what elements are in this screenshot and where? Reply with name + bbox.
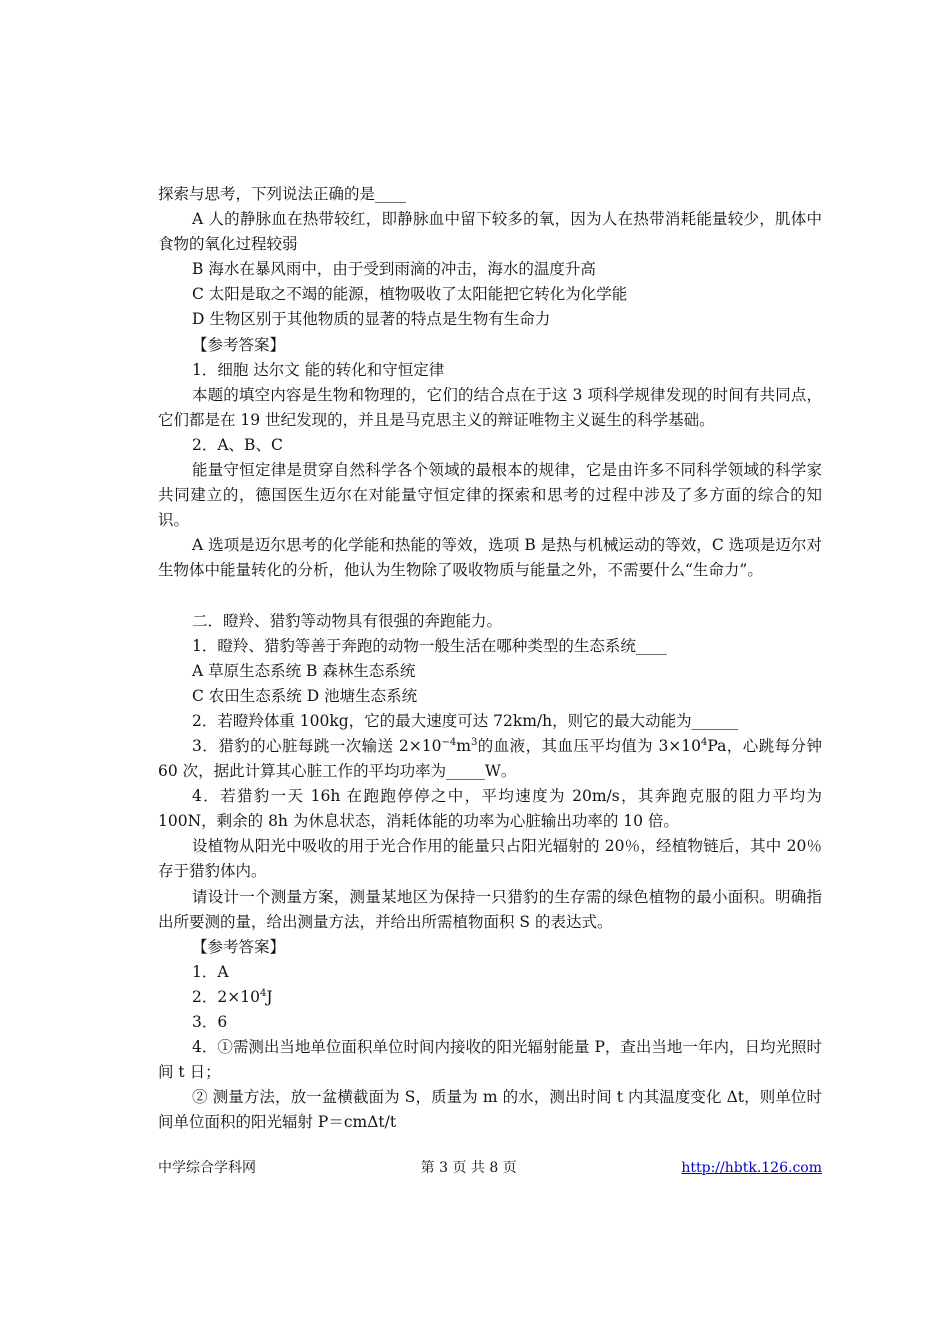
option-b: B 海水在暴风雨中，由于受到雨滴的冲击，海水的温度升高: [192, 260, 596, 279]
answer-heading-2: 【参考答案】: [192, 937, 286, 956]
question-1-options-cd: C 农田生态系统 D 池塘生态系统: [192, 686, 418, 705]
footer-page-number: 第 3 页 共 8 页: [420, 1160, 517, 1176]
answer-heading: 【参考答案】: [192, 335, 286, 354]
answer-q4-part2: ② 测量方法，放一盆横截面为 S，质量为 m 的水，测出时间 t 内其温度变化 Δt，则单位时间单位面积的阳光辐射 P＝cmΔt/t: [158, 1088, 822, 1132]
footer-site-name: 中学综合学科网: [158, 1160, 256, 1176]
question-2: 2．若瞪羚体重 100kg，它的最大速度可达 72km/h，则它的最大动能为______: [192, 711, 739, 730]
footer-link[interactable]: http://hbtk.126.com: [681, 1160, 822, 1176]
question-4: 4．若猎豹一天 16h 在跑跑停停之中，平均速度为 20m/s，其奔跑克服的阻力平均为 100N，剩余的 8h 为休息状态，消耗体能的功率为心脏输出功率的 10 倍。: [158, 787, 822, 831]
question-4-assumption: 设植物从阳光中吸收的用于光合作用的能量只占阳光辐射的 20％，经植物链后，其中 20％存于猎豹体内。: [158, 837, 822, 881]
question-1: 1．瞪羚、猎豹等善于奔跑的动物一般生活在哪种类型的生态系统____: [192, 636, 667, 655]
answer-1-explanation: 本题的填空内容是生物和物理的，它们的结合点在于这 3 项科学规律发现的时间有共同点，它们都是在 19 世纪发现的，并且是马克思主义的辩证唯物主义诞生的科学基础。: [158, 385, 822, 429]
answer-2-analysis: A 选项是迈尔思考的化学能和热能的等效，选项 B 是热与机械运动的等效，C 选项是迈尔对生物体中能量转化的分析，他认为生物除了吸收物质与能量之外，不需要什么“生命力”。: [158, 536, 822, 580]
option-d: D 生物区别于其他物质的显著的特点是生物有生命力: [192, 310, 551, 329]
section-two-title: 二．瞪羚、猎豹等动物具有很强的奔跑能力。: [192, 611, 503, 630]
spacer: [158, 584, 822, 609]
option-c: C 太阳是取之不竭的能源，植物吸收了太阳能把它转化为化学能: [192, 285, 628, 304]
answer-2: 2．A、B、C: [192, 435, 283, 454]
page-footer: [158, 1158, 822, 1178]
answer-2-explanation: 能量守恒定律是贯穿自然科学各个领域的最根本的规律，它是由许多不同科学领域的科学家共同建立的，德国医生迈尔在对能量守恒定律的探索和思考的过程中涉及了多方面的综合的知识。: [158, 461, 822, 530]
question-4-task: 请设计一个测量方案，测量某地区为保持一只猎豹的生存需的绿色植物的最小面积。明确指出所要测的量，给出测量方法，并给出所需植物面积 S 的表达式。: [158, 887, 822, 931]
question-1-options-ab: A 草原生态系统 B 森林生态系统: [192, 661, 416, 680]
question-stem: 探索与思考，下列说法正确的是____: [158, 185, 407, 203]
answer-q3: 3．6: [192, 1013, 228, 1031]
answer-q4-part1: 4．①需测出当地单位面积单位时间内接收的阳光辐射能量 P，查出当地一年内，日均光照时间 t 日；: [158, 1038, 822, 1082]
option-a: A 人的静脉血在热带较红，即静脉血中留下较多的氧，因为人在热带消耗能量较少，肌体中食物的氧化过程较弱: [158, 210, 822, 254]
document-body: [158, 182, 822, 1135]
answer-1: 1．细胞 达尔文 能的转化和守恒定律: [192, 360, 445, 379]
answer-q1: 1．A: [192, 962, 229, 981]
question-3: 3．猎豹的心脏每跳一次输送 $2\times 10^{-4}m^3$的血液，其血压平均值为 $3\times 10^4Pa$，心跳每分钟 60 次，据此计算其心脏工作的平均功率为_____W。: [158, 736, 822, 781]
answer-q2: 2．$2\times 10^4J$: [192, 987, 273, 1006]
